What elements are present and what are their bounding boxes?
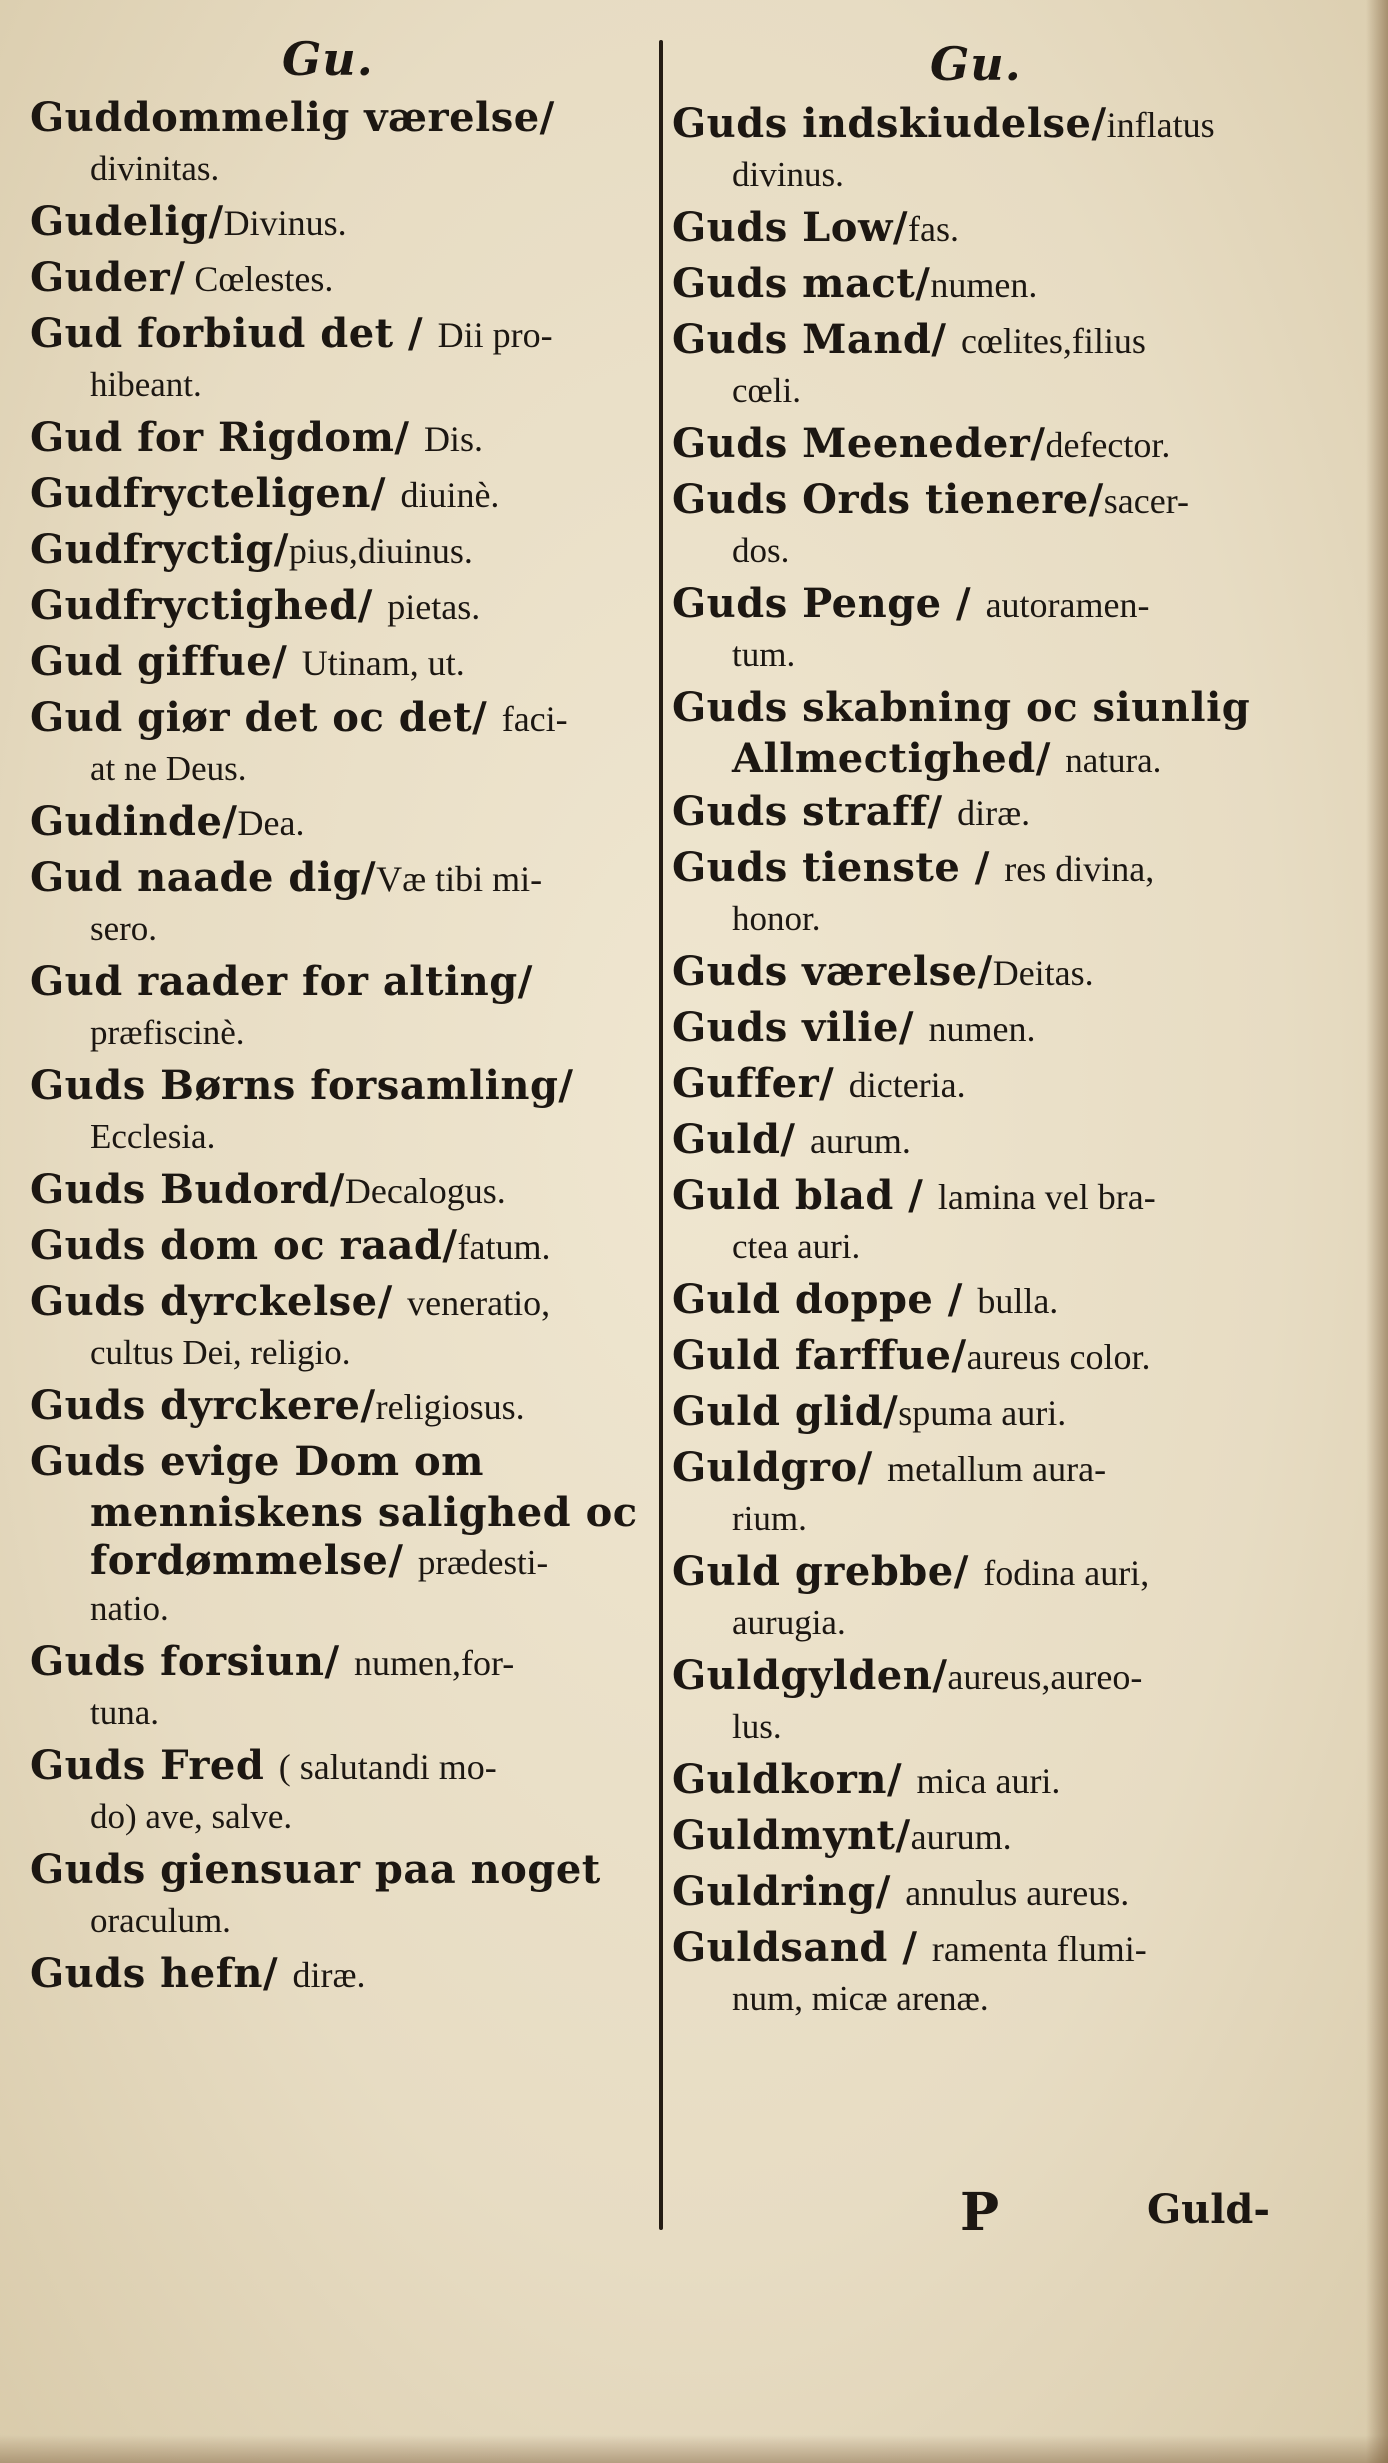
entry-line	[672, 312, 1292, 368]
entry-line	[30, 1842, 645, 1898]
latin-definition: Cœlestes.	[185, 259, 334, 299]
dictionary-entry	[30, 850, 645, 954]
entry-line	[30, 954, 645, 1010]
page-edge-shadow-bottom	[0, 2435, 1388, 2463]
latin-definition: divinitas.	[90, 149, 220, 188]
entry-continuation-line	[30, 906, 645, 954]
latin-definition: aureus,aureo-	[947, 1657, 1143, 1697]
dictionary-entry	[672, 1920, 1292, 2024]
entry-continuation-line	[30, 746, 645, 794]
entry-continuation-line	[672, 632, 1292, 680]
dictionary-entry	[30, 306, 645, 410]
entry-line	[672, 1000, 1292, 1056]
latin-definition: Væ tibi mi-	[376, 859, 543, 899]
entry-line	[30, 690, 645, 746]
dictionary-entry	[30, 1434, 645, 1634]
headword: Guds skabning oc siunlig	[672, 684, 1251, 731]
latin-definition: numen.	[930, 265, 1038, 305]
entry-line	[30, 1162, 645, 1218]
catchword: Guld-	[1146, 2186, 1270, 2233]
dictionary-entry	[672, 680, 1292, 784]
dictionary-entry	[30, 1842, 645, 1946]
dictionary-entry	[30, 1738, 645, 1842]
headword: Gudfryctighed/	[30, 582, 388, 629]
headword: Guld doppe /	[672, 1276, 978, 1323]
latin-definition: cultus Dei, religio.	[90, 1333, 351, 1372]
latin-definition: at ne Deus.	[90, 749, 247, 788]
headword: Guder/	[30, 254, 186, 301]
latin-definition: hibeant.	[90, 365, 202, 404]
entry-line	[30, 794, 645, 850]
latin-definition: faci-	[501, 699, 568, 739]
entry-continuation-line	[30, 1586, 645, 1634]
headword: Guld grebbe/	[672, 1548, 984, 1595]
entry-continuation-line	[672, 152, 1292, 200]
entry-line	[30, 466, 645, 522]
entry-continuation-line	[672, 1976, 1292, 2024]
headword: Guds straff/	[672, 788, 958, 835]
entry-line	[672, 200, 1292, 256]
entry-line	[672, 1752, 1292, 1808]
headword: Gudelig/	[30, 198, 224, 245]
entry-line	[672, 840, 1292, 896]
entry-line	[672, 96, 1292, 152]
latin-definition: metallum aura-	[887, 1449, 1107, 1489]
latin-definition: præfiscinè.	[90, 1013, 245, 1052]
latin-definition: sero.	[90, 909, 158, 948]
dictionary-entry	[672, 944, 1292, 1000]
latin-definition: ( salutandi mo-	[278, 1747, 497, 1787]
dictionary-entry	[672, 472, 1292, 576]
entry-continuation-line	[30, 1490, 645, 1538]
latin-definition: numen.	[928, 1009, 1036, 1049]
entry-line	[30, 634, 645, 690]
entry-line	[672, 256, 1292, 312]
latin-definition: diræ.	[292, 1955, 366, 1995]
headword: Guds giensuar paa noget	[30, 1846, 601, 1893]
latin-definition: prædesti-	[417, 1543, 549, 1582]
headword: Guldmynt/	[672, 1812, 911, 1859]
latin-definition: ramenta flumi-	[931, 1929, 1147, 1969]
entry-continuation-line	[30, 1690, 645, 1738]
entry-line	[672, 1384, 1292, 1440]
latin-definition: cœlites,filius	[960, 321, 1146, 361]
dictionary-entry	[30, 1946, 645, 2002]
column-header: Gu.	[282, 32, 374, 86]
latin-definition: pietas.	[387, 587, 481, 627]
entry-line	[30, 1738, 645, 1794]
entry-line	[672, 680, 1292, 736]
entry-line	[672, 472, 1292, 528]
entry-line	[30, 1378, 645, 1434]
dictionary-entry	[672, 1808, 1292, 1864]
headword: Guds vilie/	[672, 1004, 929, 1051]
latin-definition: defector.	[1045, 425, 1171, 465]
latin-definition: aurum.	[809, 1121, 911, 1161]
entry-continuation-line	[30, 1330, 645, 1378]
headword: Guldsand /	[672, 1924, 932, 1971]
headword: Guds Ords tienere/	[672, 476, 1104, 523]
headword: Guld farffue/	[672, 1332, 967, 1379]
entry-line	[672, 576, 1292, 632]
dictionary-entry	[30, 90, 645, 194]
headword: Guds mact/	[672, 260, 931, 307]
headword: Allmectighed/	[732, 736, 1066, 782]
headword: Guds Børns forsamling/	[30, 1062, 574, 1109]
latin-definition: aurum.	[910, 1817, 1012, 1857]
entry-line	[30, 1434, 645, 1490]
entry-line	[30, 578, 645, 634]
latin-definition: diuinè.	[400, 475, 500, 515]
headword: Guldgro/	[672, 1444, 888, 1491]
latin-definition: fatum.	[457, 1227, 551, 1267]
dictionary-entry	[30, 410, 645, 466]
latin-definition: sacer-	[1103, 481, 1189, 521]
dictionary-entry	[672, 1864, 1292, 1920]
latin-definition: Dii pro-	[437, 315, 553, 355]
entry-line	[672, 944, 1292, 1000]
entry-line	[30, 194, 645, 250]
latin-definition: diræ.	[957, 793, 1031, 833]
entry-continuation-line	[30, 1114, 645, 1162]
dictionary-entry	[30, 690, 645, 794]
dictionary-entry	[30, 194, 645, 250]
dictionary-entry	[672, 1752, 1292, 1808]
entry-continuation-line	[672, 736, 1292, 784]
entry-line	[672, 416, 1292, 472]
entry-line	[30, 1058, 645, 1114]
headword: Gud forbiud det /	[30, 310, 438, 357]
dictionary-entry	[672, 96, 1292, 200]
entry-list	[30, 90, 645, 2002]
headword: Guds Meeneder/	[672, 420, 1046, 467]
headword: menniskens salighed oc	[90, 1490, 638, 1536]
dictionary-entry	[672, 1168, 1292, 1272]
entry-line	[30, 306, 645, 362]
dictionary-entry	[672, 1272, 1292, 1328]
latin-definition: inflatus	[1106, 105, 1215, 145]
headword: Guds dyrckere/	[30, 1382, 376, 1429]
headword: Guds hefn/	[30, 1950, 293, 1997]
latin-definition: Decalogus.	[344, 1171, 506, 1211]
entry-continuation-line	[30, 1898, 645, 1946]
dictionary-entry	[30, 1378, 645, 1434]
latin-definition: do) ave, salve.	[90, 1797, 293, 1836]
entry-continuation-line	[672, 368, 1292, 416]
entry-line	[30, 250, 645, 306]
headword: Guds evige Dom om	[30, 1438, 485, 1485]
entry-line	[30, 1946, 645, 2002]
column-header: Gu.	[930, 37, 1022, 91]
headword: Guddommelig værelse/	[30, 94, 555, 141]
latin-definition: numen,for-	[354, 1643, 515, 1683]
latin-definition: Dis.	[423, 419, 483, 459]
headword: Gudfrycteligen/	[30, 470, 401, 517]
entry-line	[30, 1218, 645, 1274]
entry-continuation-line	[30, 146, 645, 194]
headword: Guds Mand/	[672, 316, 961, 363]
entry-line	[672, 1112, 1292, 1168]
dictionary-entry	[30, 794, 645, 850]
latin-definition: veneratio,	[407, 1283, 551, 1323]
headword: Guds Fred	[30, 1742, 279, 1789]
entry-line	[30, 1634, 645, 1690]
dictionary-entry	[672, 256, 1292, 312]
entry-line	[30, 522, 645, 578]
entry-line	[672, 1272, 1292, 1328]
headword: Guds dom oc raad/	[30, 1222, 458, 1269]
headword: Guld glid/	[672, 1388, 899, 1435]
dictionary-entry	[30, 466, 645, 522]
entry-continuation-line	[672, 1496, 1292, 1544]
latin-definition: tuna.	[90, 1693, 160, 1732]
entry-list	[672, 96, 1292, 2024]
left-column	[30, 28, 645, 2002]
entry-line	[672, 1808, 1292, 1864]
signature-mark: P	[960, 2182, 1000, 2243]
entry-continuation-line	[672, 1224, 1292, 1272]
dictionary-entry	[30, 954, 645, 1058]
headword: Guld blad /	[672, 1172, 938, 1219]
dictionary-entry	[672, 840, 1292, 944]
latin-definition: lamina vel bra-	[937, 1177, 1156, 1217]
dictionary-entry	[672, 1112, 1292, 1168]
headword: Guds Budord/	[30, 1166, 345, 1213]
latin-definition: autoramen-	[985, 585, 1150, 625]
headword: Gudfryctig/	[30, 526, 289, 573]
entry-continuation-line	[30, 1010, 645, 1058]
latin-definition: Deitas.	[992, 953, 1094, 993]
headword: Guld/	[672, 1116, 810, 1163]
dictionary-entry	[672, 1440, 1292, 1544]
headword: Gud raader for alting/	[30, 958, 533, 1005]
latin-definition: Utinam, ut.	[301, 643, 465, 683]
headword: Gud giffue/	[30, 638, 302, 685]
latin-definition: rium.	[732, 1499, 807, 1538]
latin-definition: honor.	[732, 899, 821, 938]
headword: Guds Low/	[672, 204, 909, 251]
dictionary-entry	[672, 1056, 1292, 1112]
headword: Guds dyrckelse/	[30, 1278, 408, 1325]
entry-continuation-line	[672, 896, 1292, 944]
dictionary-entry	[30, 522, 645, 578]
latin-definition: fodina auri,	[983, 1553, 1150, 1593]
latin-definition: natura.	[1065, 741, 1162, 780]
latin-definition: num, micæ arenæ.	[732, 1979, 989, 2018]
latin-definition: religiosus.	[375, 1387, 525, 1427]
right-column	[672, 28, 1292, 2024]
entry-continuation-line	[30, 362, 645, 410]
latin-definition: tum.	[732, 635, 796, 674]
dictionary-entry	[672, 1648, 1292, 1752]
dictionary-entry	[672, 200, 1292, 256]
entry-continuation-line	[672, 1704, 1292, 1752]
dictionary-entry	[672, 1328, 1292, 1384]
latin-definition: natio.	[90, 1589, 169, 1628]
headword: Guldring/	[672, 1868, 906, 1915]
latin-definition: lus.	[732, 1707, 782, 1746]
entry-continuation-line	[30, 1538, 645, 1586]
latin-definition: Divinus.	[223, 203, 347, 243]
headword: Gudinde/	[30, 798, 238, 845]
dictionary-entry	[672, 576, 1292, 680]
dictionary-entry	[672, 1000, 1292, 1056]
latin-definition: Ecclesia.	[90, 1117, 216, 1156]
headword: Guldgylden/	[672, 1652, 948, 1699]
latin-definition: pius,diuinus.	[288, 531, 473, 571]
dictionary-entry	[672, 784, 1292, 840]
headword: fordømmelse/	[90, 1538, 418, 1584]
latin-definition: ctea auri.	[732, 1227, 861, 1266]
dictionary-entry	[30, 1634, 645, 1738]
dictionary-entry	[672, 416, 1292, 472]
headword: Guds forsiun/	[30, 1638, 355, 1685]
entry-line	[30, 850, 645, 906]
entry-line	[672, 1648, 1292, 1704]
entry-line	[672, 1864, 1292, 1920]
dictionary-entry	[672, 312, 1292, 416]
latin-definition: bulla.	[977, 1281, 1059, 1321]
entry-line	[30, 410, 645, 466]
dictionary-entry	[30, 1218, 645, 1274]
headword: Guds værelse/	[672, 948, 993, 995]
latin-definition: cœli.	[732, 371, 802, 410]
latin-definition: oraculum.	[90, 1901, 231, 1940]
latin-definition: mica auri.	[916, 1761, 1061, 1801]
latin-definition: aureus color.	[966, 1337, 1151, 1377]
latin-definition: annulus aureus.	[905, 1873, 1130, 1913]
latin-definition: aurugia.	[732, 1603, 846, 1642]
entry-line	[672, 1168, 1292, 1224]
dictionary-entry	[672, 1544, 1292, 1648]
entry-line	[30, 1274, 645, 1330]
headword: Guds Penge /	[672, 580, 986, 627]
entry-continuation-line	[672, 1600, 1292, 1648]
headword: Guds tienste /	[672, 844, 1005, 891]
entry-line	[30, 90, 645, 146]
headword: Guffer/	[672, 1060, 849, 1107]
headword: Guds indskiudelse/	[672, 100, 1107, 147]
entry-line	[672, 1544, 1292, 1600]
headword: Gud for Rigdom/	[30, 414, 424, 461]
dictionary-entry	[30, 1274, 645, 1378]
latin-definition: dicteria.	[848, 1065, 966, 1105]
dictionary-entry	[30, 250, 645, 306]
entry-line	[672, 1920, 1292, 1976]
dictionary-entry	[30, 1058, 645, 1162]
latin-definition: fas.	[908, 209, 959, 249]
entry-line	[672, 1440, 1292, 1496]
latin-definition: divinus.	[732, 155, 844, 194]
dictionary-entry	[30, 578, 645, 634]
page-footer	[950, 2182, 1280, 2242]
latin-definition: dos.	[732, 531, 790, 570]
dictionary-entry	[30, 1162, 645, 1218]
latin-definition: res divina,	[1004, 849, 1155, 889]
latin-definition: spuma auri.	[898, 1393, 1067, 1433]
headword: Guldkorn/	[672, 1756, 917, 1803]
page-edge-shadow	[1366, 0, 1388, 2463]
latin-definition: Dea.	[237, 803, 305, 843]
dictionary-entry	[672, 1384, 1292, 1440]
dictionary-entry	[30, 634, 645, 690]
headword: Gud giør det oc det/	[30, 694, 502, 741]
entry-continuation-line	[30, 1794, 645, 1842]
entry-continuation-line	[672, 528, 1292, 576]
entry-line	[672, 1328, 1292, 1384]
entry-line	[672, 1056, 1292, 1112]
column-divider-rule	[659, 40, 663, 2230]
entry-line	[672, 784, 1292, 840]
headword: Gud naade dig/	[30, 854, 377, 901]
